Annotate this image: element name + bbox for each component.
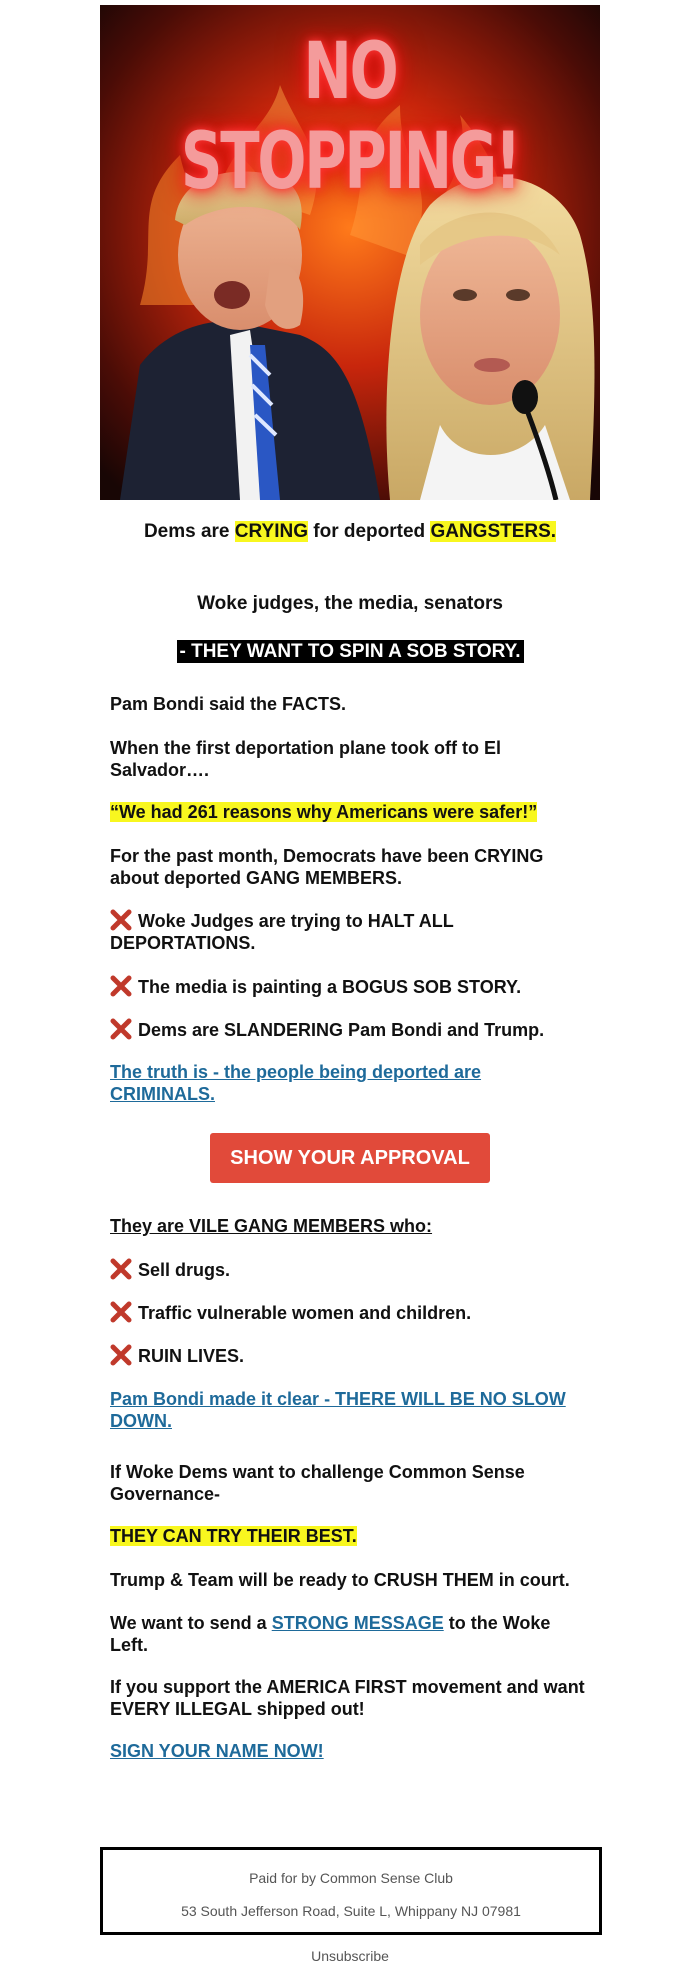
paragraph-america-first: If you support the AMERICA FIRST movement and want EVERY ILLEGAL shipped out! xyxy=(110,1677,585,1719)
red-x-icon xyxy=(110,975,132,997)
bondi-paragraph xyxy=(110,1388,580,1432)
paragraph-facts: Pam Bondi said the FACTS. xyxy=(110,694,347,714)
paragraph-crying: For the past month, Democrats have been CRYING about deported GANG MEMBERS. xyxy=(110,846,544,888)
headline xyxy=(100,521,600,543)
bullet-sell-drugs xyxy=(110,1258,600,1281)
footer-box xyxy=(100,1847,602,1935)
hero-title: NO STOPPING! xyxy=(180,27,520,207)
strong-message-prefix: We want to send a xyxy=(110,1613,272,1633)
sign-name-link[interactable]: SIGN YOUR NAME NOW! xyxy=(110,1741,324,1761)
quote-text: “We had 261 reasons why Americans were safer!” xyxy=(110,802,538,822)
truth-paragraph xyxy=(110,1061,530,1105)
bullet-text: The media is painting a BOGUS SOB STORY. xyxy=(138,977,522,997)
subhead: Woke judges, the media, senators xyxy=(197,593,503,614)
paragraph-crush: Trump & Team will be ready to CRUSH THEM in court. xyxy=(110,1570,570,1590)
paid-for-text: Paid for by Common Sense Club xyxy=(249,1870,453,1886)
strong-message-suffix: to the Woke Left. xyxy=(110,1613,551,1655)
paragraph-deportation-plane: When the first deportation plane took off to El Salvador…. xyxy=(110,738,501,780)
vile-heading xyxy=(110,1215,600,1237)
black-bar-heading xyxy=(100,641,600,663)
paragraph-challenge: If Woke Dems want to challenge Common Sense Governance- xyxy=(110,1462,525,1504)
headline-gangsters: GANGSTERS. xyxy=(430,521,557,542)
red-x-icon xyxy=(110,1018,132,1040)
bullet-text: RUIN LIVES. xyxy=(138,1346,245,1366)
bullet-text: Woke Judges are trying to HALT ALL DEPORTATIONS. xyxy=(110,911,454,953)
bullet-ruin-lives xyxy=(110,1344,600,1367)
address-text: 53 South Jefferson Road, Suite L, Whippany NJ 07981 xyxy=(181,1903,521,1919)
unsubscribe-link[interactable]: Unsubscribe xyxy=(311,1948,389,1964)
bullet-text: Traffic vulnerable women and children. xyxy=(138,1303,472,1323)
sign-paragraph xyxy=(110,1740,600,1762)
bullet-traffic xyxy=(110,1301,600,1324)
bullet-media xyxy=(110,975,600,998)
black-bar-text: - THEY WANT TO SPIN A SOB STORY. xyxy=(177,640,524,663)
hero-image xyxy=(100,5,600,500)
bullet-text: Sell drugs. xyxy=(138,1260,231,1280)
bondi-link[interactable]: Pam Bondi made it clear - THERE WILL BE NO SLOW DOWN. xyxy=(110,1389,566,1431)
headline-middle: for deported xyxy=(307,521,431,542)
red-x-icon xyxy=(110,1301,132,1323)
strong-message-link[interactable]: STRONG MESSAGE xyxy=(271,1613,444,1633)
truth-link[interactable]: The truth is - the people being deported are CRIMINALS. xyxy=(110,1062,482,1104)
bullet-text: Dems are SLANDERING Pam Bondi and Trump. xyxy=(138,1020,545,1040)
bullet-dems-slandering xyxy=(110,1018,600,1041)
red-x-icon xyxy=(110,1344,132,1366)
headline-prefix: Dems are xyxy=(143,521,235,542)
paragraph-strong-message xyxy=(110,1612,570,1656)
quote xyxy=(110,801,600,823)
red-x-icon xyxy=(110,1258,132,1280)
show-approval-button[interactable]: SHOW YOUR APPROVAL xyxy=(210,1133,490,1183)
try-text: THEY CAN TRY THEIR BEST. xyxy=(110,1526,357,1546)
headline-crying: CRYING xyxy=(234,521,308,542)
red-x-icon xyxy=(110,909,132,931)
bullet-woke-judges xyxy=(110,909,510,954)
vile-heading-text: They are VILE GANG MEMBERS who: xyxy=(110,1216,433,1236)
try-paragraph xyxy=(110,1525,600,1547)
